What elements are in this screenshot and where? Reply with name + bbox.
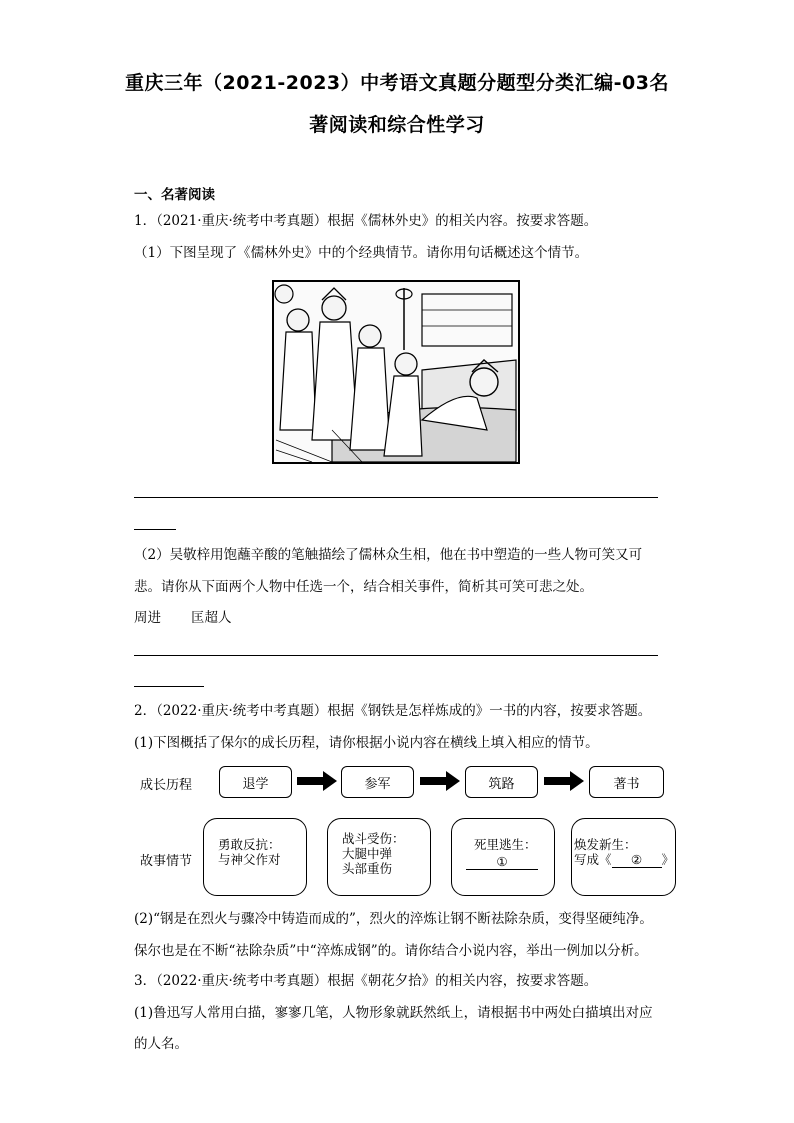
scholars-illustration — [272, 280, 520, 464]
q1-characters — [134, 608, 674, 628]
q2-stem: 2．（2022·重庆·统考中考真题）根据《钢铁是怎样炼成的》一书的内容，按要求答题。 — [134, 703, 652, 719]
blank-1[interactable] — [466, 854, 538, 870]
q1-answer-line-2-end[interactable] — [134, 686, 204, 687]
stage-enlist: 参军 — [341, 766, 414, 798]
story2-detail-2: 头部重伤 — [342, 861, 393, 876]
q1-answer-line-1-end[interactable] — [134, 529, 176, 530]
q1-answer-line-1[interactable] — [134, 497, 658, 498]
q2-sub2-line2: 保尔也是在不断“祛除杂质”中“淬炼成钢”的。请你结合小说内容，举出一例加以分析。 — [134, 943, 648, 959]
stage-railway: 筑路 — [465, 766, 538, 798]
story-row-label: 故事情节 — [140, 854, 193, 869]
story3-title: 死里逃生： — [474, 837, 537, 852]
story4-prefix: 写成《 — [574, 852, 612, 867]
arrow-right-icon — [544, 771, 584, 791]
story2-detail-1: 大腿中弹 — [342, 846, 393, 861]
section-heading: 一、名著阅读 — [134, 187, 215, 203]
q1-answer-line-2[interactable] — [134, 655, 658, 656]
document-title-line-2: 著阅读和综合性学习 — [309, 114, 485, 136]
story-box-3 — [451, 818, 555, 896]
story1-title: 勇敢反抗： — [218, 837, 281, 852]
stage-dropout: 退学 — [219, 766, 292, 798]
blank-1-marker: ① — [496, 854, 508, 869]
q3-sub1-line2: 的人名。 — [134, 1036, 188, 1052]
q2-sub1: (1)下图概括了保尔的成长历程，请你根据小说内容在横线上填入相应的情节。 — [134, 735, 599, 751]
story-box-4 — [571, 818, 676, 896]
story-box-1 — [203, 818, 307, 896]
q3-sub1-line1: (1)鲁迅写人常用白描，寥寥几笔，人物形象就跃然纸上，请根据书中两处白描填出对应 — [134, 1005, 653, 1021]
story4-suffix: 》 — [661, 852, 675, 867]
arrow-right-icon — [420, 771, 460, 791]
character-zhou-jin: 周进 — [134, 610, 161, 626]
growth-row-label: 成长历程 — [140, 778, 193, 793]
blank-2-marker: ② — [630, 852, 643, 867]
arrow-right-icon — [297, 771, 337, 791]
story-box-2 — [327, 818, 431, 896]
story2-title: 战斗受伤： — [342, 831, 405, 846]
q2-sub2-line1: (2)“钢是在烈火与骤冷中铸造而成的”，烈火的淬炼让钢不断祛除杂质，变得坚硬纯净。 — [134, 911, 653, 927]
q1-sub2-line1: （2）吴敬梓用饱蘸辛酸的笔触描绘了儒林众生相，他在书中塑造的一些人物可笑又可 — [134, 547, 643, 563]
q3-stem: 3．（2022·重庆·统考中考真题）根据《朝花夕拾》的相关内容，按要求答题。 — [134, 973, 598, 989]
stage-writing: 著书 — [589, 766, 664, 798]
character-kuang-chaoren: 匡超人 — [191, 610, 232, 626]
q1-stem: 1．（2021·重庆·统考中考真题）根据《儒林外史》的相关内容。按要求答题。 — [134, 213, 598, 229]
story4-title: 焕发新生： — [574, 837, 637, 852]
q1-sub2-line2: 悲。请你从下面两个人物中任选一个，结合相关事件，简析其可笑可悲之处。 — [134, 579, 593, 595]
document-title-line-1: 重庆三年（2021-2023）中考语文真题分题型分类汇编-03名 — [125, 72, 669, 94]
story1-detail: 与神父作对 — [218, 852, 281, 867]
q1-sub1: （1）下图呈现了《儒林外史》中的个经典情节。请你用句话概述这个情节。 — [134, 245, 589, 261]
blank-2[interactable] — [612, 852, 662, 868]
